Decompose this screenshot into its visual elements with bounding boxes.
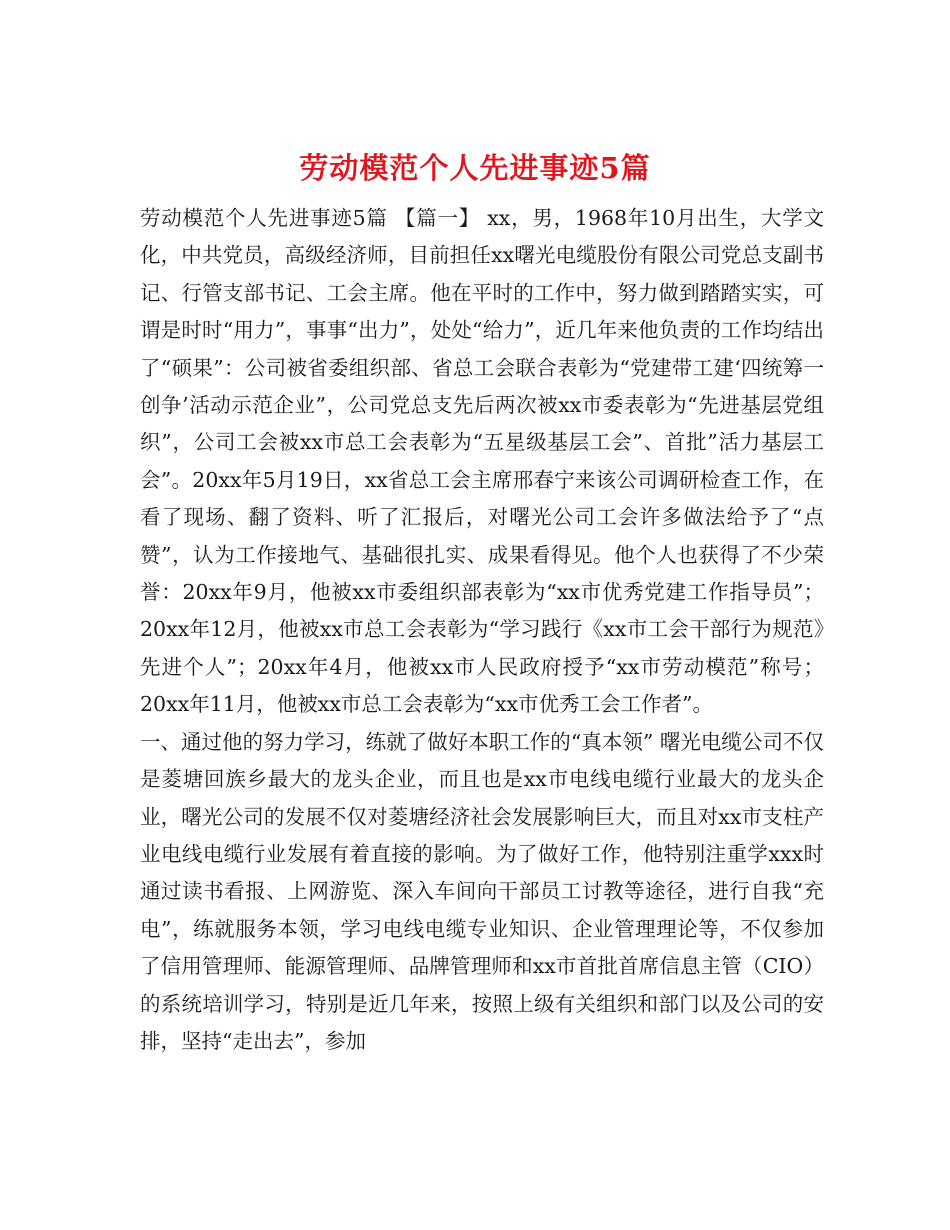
document-title: 劳动模范个人先进事迹5篇 bbox=[299, 151, 651, 186]
paragraph-section-one: 一、通过他的努力学习，练就了做好本职工作的“真本领” 曙光电缆公司不仅是菱塘回族乡最大的龙头企业，而且也是xx市电线电缆行业最大的龙头企业，曙光公司的发展不仅对菱塘经济社会发展影响巨大，而且对xx市支柱产业电线电缆行业发展有着直接的影响。为了做好工作，他特别注重学xxx时通过读书看报、上网游览、深入车间向干部员工讨教等途径，进行自我“充电”，练就服务本领，学习电线电缆专业知识、企业管理理论等，不仅参加了信用管理师、能源管理师、品牌管理师和xx市首批首席信息主管（CIO）的系统培训学习，特别是近几年来，按照上级有关组织和部门以及公司的安排，坚持“走出去”，参加 bbox=[140, 729, 824, 1053]
document-body bbox=[140, 200, 824, 1060]
paragraph-intro: 劳动模范个人先进事迹5篇 【篇一】 xx，男，1968年10月出生，大学文化，中共党员，高级经济师，目前担任xx曙光电缆股份有限公司党总支副书记、行管支部书记、工会主席。他在平时的工作中，努力做到踏踏实实，可谓是时时“用力”，事事“出力”，处处“给力”，近几年来他负责的工作均结出了“硕果”：公司被省委组织部、省总工会联合表彰为“党建带工建‘四统筹一创争’活动示范企业”，公司党总支先后两次被xx市委表彰为“先进基层党组织”，公司工会被xx市总工会表彰为“五星级基层工会”、首批”活力基层工会”。20xx年5月19日，xx省总工会主席邢春宁来该公司调研检查工作，在看了现场、翻了资料、听了汇报后，对曙光公司工会许多做法给予了“点赞”，认为工作接地气、基础很扎实、成果看得见。他个人也获得了不少荣誉：20xx年9月，他被xx市委组织部表彰为“xx市优秀党建工作指导员”；20xx年12月，他被xx市总工会表彰为“学习践行《xx市工会干部行为规范》先进个人”；20xx年4月，他被xx市人民政府授予“xx市劳动模范”称号；20xx年11月，他被xx市总工会表彰为“xx市优秀工会工作者”。 bbox=[140, 206, 824, 717]
